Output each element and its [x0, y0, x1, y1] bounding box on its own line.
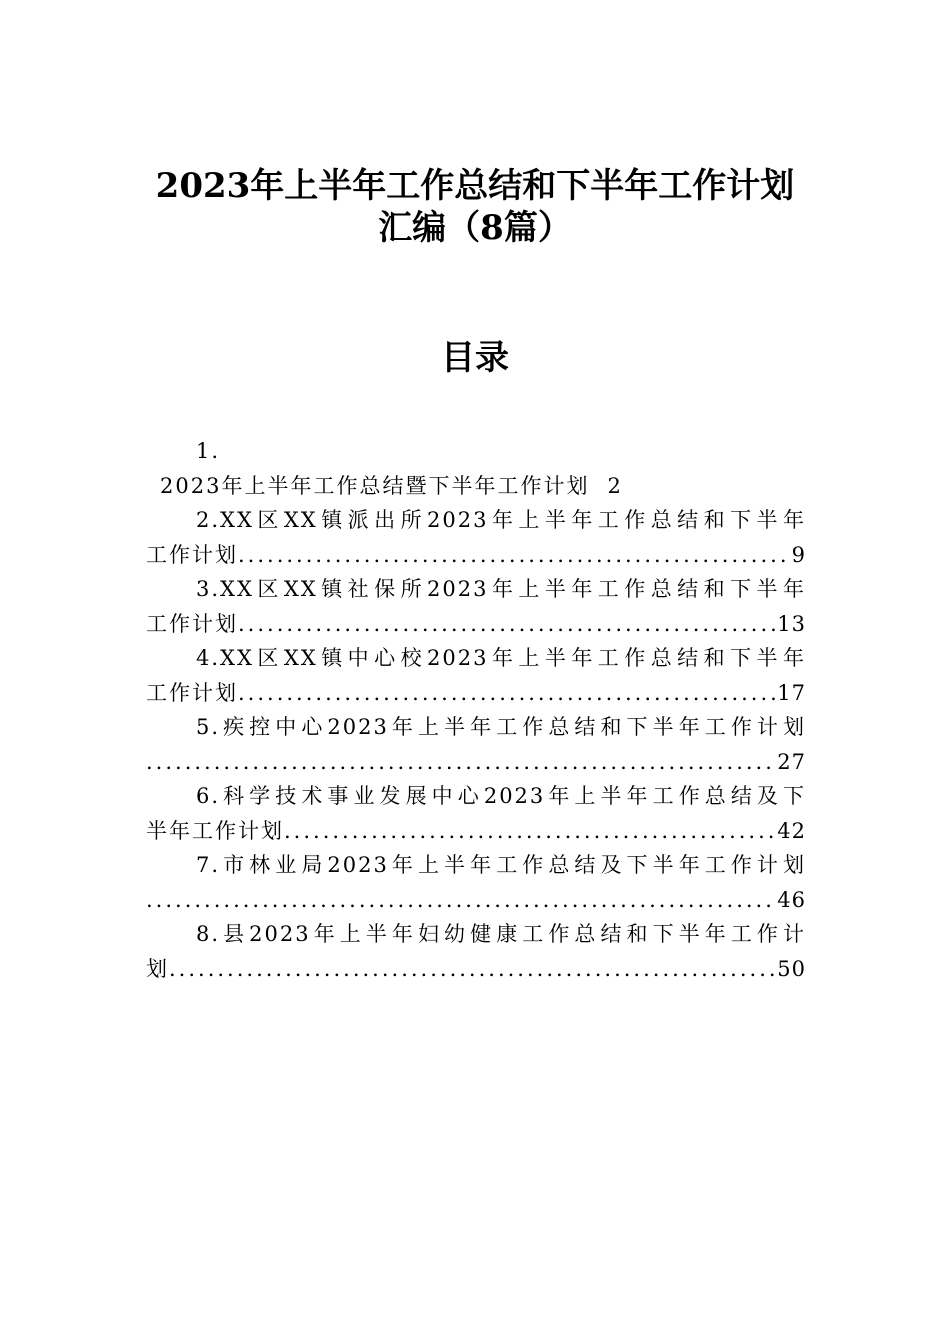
- toc-entry-1-number: 1.: [196, 439, 221, 463]
- toc-entry-7-leader: [146, 883, 775, 918]
- document-title-line-2: 汇编（8篇）: [378, 208, 572, 248]
- toc-entry-3-title-cont: 工作计划: [146, 611, 238, 636]
- toc-entry-8-page: 50: [777, 956, 806, 981]
- toc-entry-6-line-1[interactable]: 6.科学技术事业发展中心2023年上半年工作总结及下: [196, 784, 806, 808]
- toc-entry-2-line-1[interactable]: 2.XX区XX镇派出所2023年上半年工作总结和下半年: [196, 508, 806, 532]
- toc-entry-8-title-cont: 划: [146, 956, 169, 981]
- toc-entry-6-line-2[interactable]: [146, 814, 806, 849]
- toc-entry-2-line-2[interactable]: [146, 538, 806, 573]
- toc-entry-6-title-cont: 半年工作计划: [146, 818, 284, 843]
- toc-entry-1-title: 2023年上半年工作总结暨下半年工作计划: [160, 473, 590, 498]
- toc-entry-5-page: 27: [777, 749, 806, 774]
- toc-heading: 目录: [441, 338, 509, 378]
- toc-entry-5-line-1[interactable]: 5.疾控中心2023年上半年工作总结和下半年工作计划: [196, 715, 806, 739]
- toc-entry-5-line-2[interactable]: [146, 745, 806, 780]
- toc-entry-7-line-1[interactable]: 7.市林业局2023年上半年工作总结及下半年工作计划: [196, 853, 806, 877]
- toc-entry-2-page: 9: [791, 542, 806, 567]
- toc-entry-1-page: 2: [607, 473, 623, 498]
- toc-entry-3-page: 13: [777, 611, 806, 636]
- toc-entry-2-title-cont: 工作计划: [146, 542, 238, 567]
- toc-entry-7-page: 46: [777, 887, 806, 912]
- toc-entry-1-line-2[interactable]: [146, 469, 806, 504]
- toc-entry-4-title-cont: 工作计划: [146, 680, 238, 705]
- toc-entry-1-line-1: [146, 434, 806, 469]
- toc-entry-2-leader: [238, 538, 790, 573]
- toc-entry-6-leader: [284, 814, 775, 849]
- toc-entry-5-leader: [146, 745, 775, 780]
- toc-entry-4-page: 17: [777, 680, 806, 705]
- toc-entry-4-leader: [238, 676, 775, 711]
- toc-entry-8-line-1[interactable]: 8.县2023年上半年妇幼健康工作总结和下半年工作计: [196, 922, 806, 946]
- toc-entry-8-line-2[interactable]: [146, 952, 806, 987]
- toc-entry-3-leader: [238, 607, 775, 642]
- toc-entry-6-page: 42: [777, 818, 806, 843]
- toc-entry-8-leader: [169, 952, 775, 987]
- toc-entry-3-line-2[interactable]: [146, 607, 806, 642]
- toc-entry-7-line-2[interactable]: [146, 883, 806, 918]
- table-of-contents: [146, 434, 806, 986]
- document-title-line-1: 2023年上半年工作总结和下半年工作计划: [155, 166, 795, 206]
- toc-entry-4-line-1[interactable]: 4.XX区XX镇中心校2023年上半年工作总结和下半年: [196, 646, 806, 670]
- toc-entry-4-line-2[interactable]: [146, 676, 806, 711]
- toc-entry-3-line-1[interactable]: 3.XX区XX镇社保所2023年上半年工作总结和下半年: [196, 577, 806, 601]
